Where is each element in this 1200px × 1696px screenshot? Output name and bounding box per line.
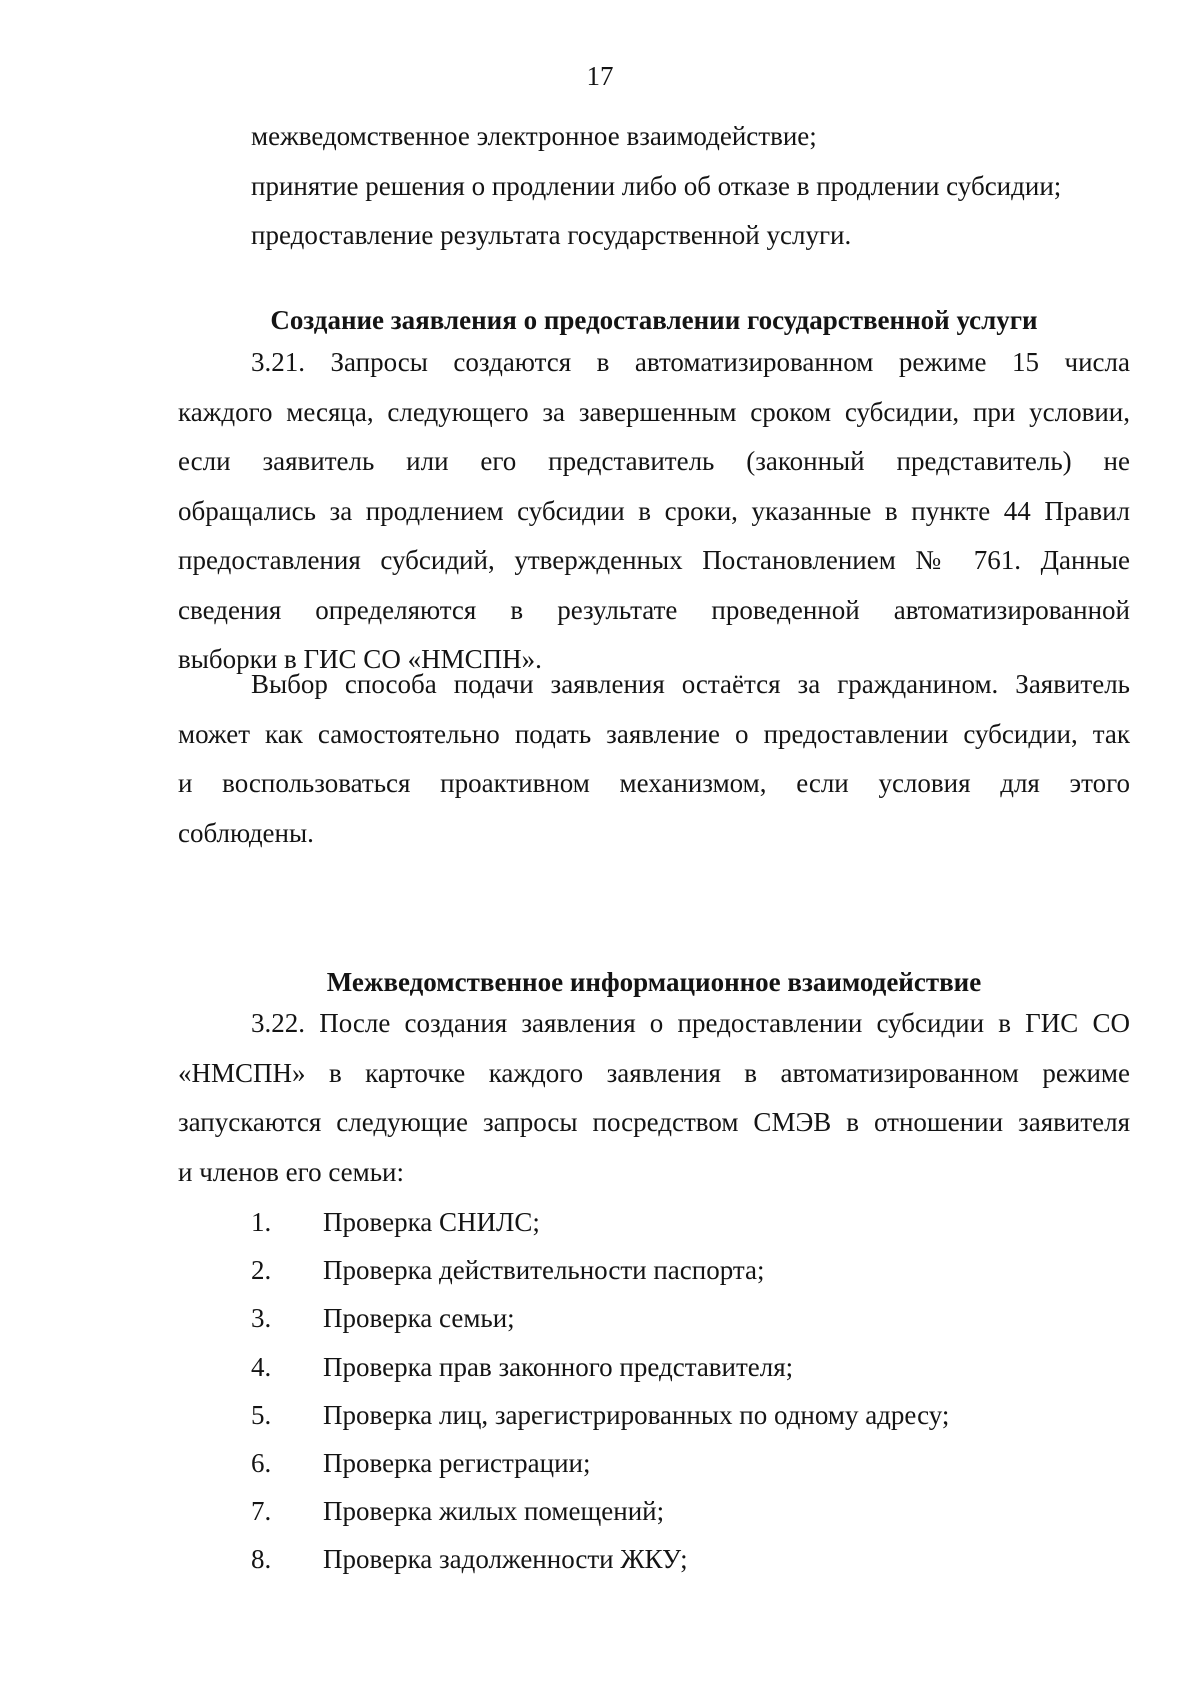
paragraph-line: каждого месяца, следующего за завершенным сроком субсидии, при условии,: [178, 396, 1130, 427]
paragraph-3-22: [178, 999, 1130, 1197]
list-item-number: 2.: [251, 1255, 272, 1286]
paragraph-line: если заявитель или его представитель (законный представитель) не: [178, 446, 1130, 476]
list-item: [178, 1439, 1130, 1487]
list-item: [178, 1343, 1130, 1391]
paragraph-line: сведения определяются в результате проведенной автоматизированной: [178, 594, 1130, 625]
list-item-number: 6.: [251, 1447, 272, 1478]
paragraph-line: и воспользоваться проактивном механизмом, если условия для этого: [178, 768, 1130, 798]
paragraph-line: запускаются следующие запросы посредством СМЭВ в отношении заявителя: [178, 1107, 1130, 1137]
list-item: [178, 1391, 1130, 1439]
list-item-text: Проверка СНИЛС;: [323, 1207, 540, 1237]
list-item: [178, 1294, 1130, 1342]
list-item-number: 1.: [251, 1207, 272, 1237]
intro-line: принятие решения о продлении либо об отказе в продлении субсидии;: [251, 170, 1062, 201]
intro-paragraph: [178, 112, 1130, 261]
paragraph-line: и членов его семьи:: [178, 1156, 404, 1187]
list-item-number: 3.: [251, 1303, 272, 1334]
paragraph-submission-choice: [178, 660, 1130, 858]
list-item-number: 8.: [251, 1544, 272, 1575]
paragraph-line: обращались за продлением субсидии в сроки, указанные в пункте 44 Правил: [178, 495, 1130, 526]
paragraph-line: 3.22. После создания заявления о предоставлении субсидии в ГИС СО: [251, 1008, 1130, 1038]
paragraph-line: выборки в ГИС СО «НМСПН».: [178, 644, 542, 674]
list-item-text: Проверка лиц, зарегистрированных по одному адресу;: [323, 1399, 950, 1430]
intro-line: межведомственное электронное взаимодействие;: [251, 121, 817, 151]
section-heading-application-creation: Создание заявления о предоставлении государственной услуги: [270, 305, 1038, 335]
list-item-text: Проверка семьи;: [323, 1303, 515, 1334]
list-item-text: Проверка задолженности ЖКУ;: [323, 1544, 688, 1575]
paragraph-line: предоставления субсидий, утвержденных Постановлением № 761. Данные: [178, 545, 1130, 575]
page-number: 17: [586, 61, 614, 91]
list-item: [178, 1198, 1130, 1246]
section-heading-interagency-interaction: Межведомственное информационное взаимодействие: [326, 967, 982, 997]
intro-line: предоставление результата государственной услуги.: [251, 220, 852, 250]
paragraph-3-21: [178, 338, 1130, 685]
list-item-text: Проверка действительности паспорта;: [323, 1255, 765, 1286]
list-item-text: Проверка жилых помещений;: [323, 1496, 665, 1527]
list-item: [178, 1535, 1130, 1583]
list-item: [178, 1246, 1130, 1294]
paragraph-line: 3.21. Запросы создаются в автоматизированном режиме 15 числа: [251, 347, 1130, 377]
list-item-number: 7.: [251, 1496, 272, 1527]
paragraph-line: «НМСПН» в карточке каждого заявления в автоматизированном режиме: [178, 1057, 1130, 1088]
paragraph-line: может как самостоятельно подать заявление о предоставлении субсидии, так: [178, 718, 1130, 749]
paragraph-line: соблюдены.: [178, 817, 314, 848]
paragraph-line: Выбор способа подачи заявления остаётся за гражданином. Заявитель: [251, 669, 1130, 699]
list-item-number: 4.: [251, 1351, 272, 1382]
list-item-text: Проверка прав законного представителя;: [323, 1351, 794, 1382]
list-item: [178, 1487, 1130, 1535]
list-item-text: Проверка регистрации;: [323, 1447, 591, 1478]
verification-list: [178, 1198, 1130, 1584]
list-item-number: 5.: [251, 1399, 272, 1430]
